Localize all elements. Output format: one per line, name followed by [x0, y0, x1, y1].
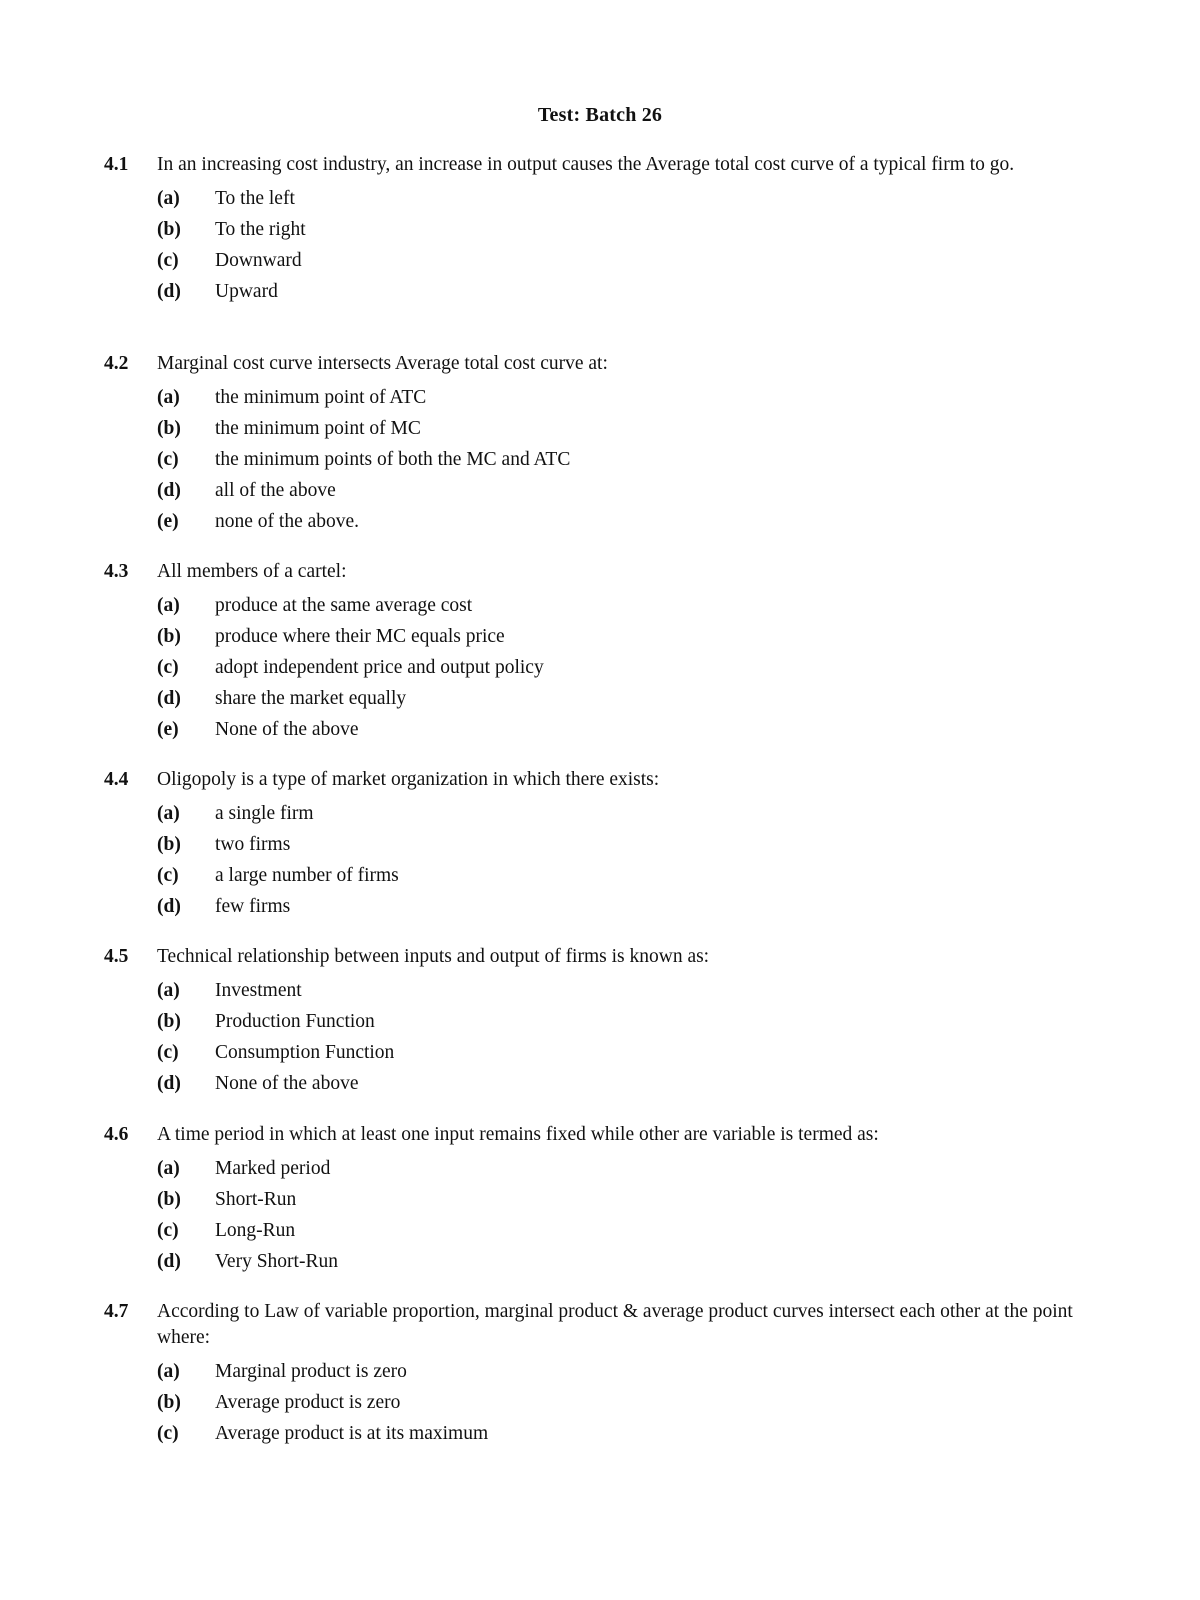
option-label: (d) — [157, 688, 181, 709]
option-label: (e) — [157, 511, 179, 532]
option-text: Production Function — [215, 1011, 375, 1032]
question-header — [104, 767, 1104, 793]
option-label: (b) — [157, 219, 181, 240]
question-number: 4.7 — [104, 1301, 129, 1322]
option-c — [104, 655, 1104, 686]
question-header — [104, 1122, 1104, 1148]
question-number: 4.1 — [104, 154, 129, 175]
option-a — [104, 1156, 1104, 1187]
question-4-1 — [104, 152, 1104, 310]
question-number: 4.3 — [104, 561, 129, 582]
option-text: Investment — [215, 980, 302, 1001]
question-number: 4.6 — [104, 1124, 129, 1145]
option-list — [104, 978, 1104, 1102]
option-a — [104, 1359, 1104, 1390]
question-header — [104, 351, 1104, 377]
option-a — [104, 186, 1104, 217]
question-header — [104, 152, 1104, 178]
option-b — [104, 416, 1104, 447]
question-number: 4.5 — [104, 946, 129, 967]
option-text: share the market equally — [215, 688, 407, 709]
question-number: 4.2 — [104, 353, 129, 374]
option-list — [104, 385, 1104, 540]
option-text: To the left — [215, 188, 295, 209]
option-label: (c) — [157, 449, 179, 470]
option-label: (d) — [157, 281, 181, 302]
option-label: (c) — [157, 865, 179, 886]
option-text: all of the above — [215, 480, 336, 501]
option-text: Short-Run — [215, 1189, 297, 1210]
question-4-7 — [104, 1299, 1104, 1452]
option-label: (a) — [157, 595, 180, 616]
question-text: All members of a cartel: — [157, 561, 347, 582]
option-text: None of the above — [215, 1073, 359, 1094]
option-e — [104, 509, 1104, 540]
question-header — [104, 944, 1104, 970]
option-label: (a) — [157, 387, 180, 408]
option-label: (c) — [157, 1220, 179, 1241]
option-d — [104, 478, 1104, 509]
option-text: the minimum points of both the MC and ATC — [215, 449, 571, 470]
option-d — [104, 894, 1104, 925]
option-d — [104, 1249, 1104, 1280]
option-text: Average product is at its maximum — [215, 1423, 489, 1444]
option-c — [104, 248, 1104, 279]
option-text: None of the above — [215, 719, 359, 740]
option-text: Downward — [215, 250, 302, 271]
option-text: Consumption Function — [215, 1042, 395, 1063]
question-4-4 — [104, 767, 1104, 925]
question-header — [104, 559, 1104, 585]
question-text: According to Law of variable proportion, marginal product & average product curves intersect each other at the point where: — [157, 1301, 1073, 1348]
option-d — [104, 1071, 1104, 1102]
option-d — [104, 686, 1104, 717]
question-4-3 — [104, 559, 1104, 748]
option-text: Very Short-Run — [215, 1251, 338, 1272]
option-label: (b) — [157, 1189, 181, 1210]
option-list — [104, 801, 1104, 925]
option-text: the minimum point of MC — [215, 418, 421, 439]
option-b — [104, 624, 1104, 655]
option-text: the minimum point of ATC — [215, 387, 427, 408]
option-text: a large number of firms — [215, 865, 399, 886]
option-b — [104, 1009, 1104, 1040]
option-label: (b) — [157, 418, 181, 439]
option-label: (d) — [157, 896, 181, 917]
option-label: (a) — [157, 803, 180, 824]
option-b — [104, 832, 1104, 863]
option-text: Marginal product is zero — [215, 1361, 407, 1382]
option-label: (c) — [157, 1423, 179, 1444]
option-c — [104, 447, 1104, 478]
option-label: (d) — [157, 480, 181, 501]
option-label: (b) — [157, 626, 181, 647]
option-a — [104, 801, 1104, 832]
option-b — [104, 1390, 1104, 1421]
option-a — [104, 593, 1104, 624]
option-d — [104, 279, 1104, 310]
option-label: (a) — [157, 1361, 180, 1382]
option-text: produce at the same average cost — [215, 595, 473, 616]
option-label: (c) — [157, 250, 179, 271]
option-c — [104, 1421, 1104, 1452]
option-label: (a) — [157, 980, 180, 1001]
question-4-6 — [104, 1122, 1104, 1280]
question-text: Marginal cost curve intersects Average total cost curve at: — [157, 353, 608, 374]
question-text: In an increasing cost industry, an increase in output causes the Average total cost curve of a typical firm to go. — [157, 154, 1015, 175]
question-4-2 — [104, 351, 1104, 540]
option-text: Marked period — [215, 1158, 331, 1179]
option-text: Long-Run — [215, 1220, 296, 1241]
option-text: few firms — [215, 896, 291, 917]
option-text: Upward — [215, 281, 278, 302]
option-label: (b) — [157, 834, 181, 855]
option-text: produce where their MC equals price — [215, 626, 505, 647]
option-text: a single firm — [215, 803, 314, 824]
question-4-5 — [104, 944, 1104, 1102]
option-b — [104, 1187, 1104, 1218]
option-label: (b) — [157, 1392, 181, 1413]
option-label: (c) — [157, 1042, 179, 1063]
question-header — [104, 1299, 1104, 1351]
option-label: (a) — [157, 188, 180, 209]
option-label: (d) — [157, 1251, 181, 1272]
option-list — [104, 593, 1104, 748]
question-text: Technical relationship between inputs and output of firms is known as: — [157, 946, 710, 967]
option-label: (b) — [157, 1011, 181, 1032]
document-title: Test: Batch 26 — [537, 104, 663, 126]
option-a — [104, 978, 1104, 1009]
option-label: (e) — [157, 719, 179, 740]
option-text: To the right — [215, 219, 306, 240]
option-text: none of the above. — [215, 511, 360, 532]
option-label: (c) — [157, 657, 179, 678]
option-c — [104, 1218, 1104, 1249]
question-number: 4.4 — [104, 769, 129, 790]
option-text: adopt independent price and output policy — [215, 657, 544, 678]
option-c — [104, 863, 1104, 894]
option-c — [104, 1040, 1104, 1071]
question-text: Oligopoly is a type of market organization in which there exists: — [157, 769, 660, 790]
option-label: (d) — [157, 1073, 181, 1094]
option-e — [104, 717, 1104, 748]
option-text: two firms — [215, 834, 291, 855]
option-text: Average product is zero — [215, 1392, 401, 1413]
option-list — [104, 186, 1104, 310]
option-a — [104, 385, 1104, 416]
question-text: A time period in which at least one input remains fixed while other are variable is termed as: — [157, 1124, 879, 1145]
option-b — [104, 217, 1104, 248]
option-list — [104, 1156, 1104, 1280]
option-label: (a) — [157, 1158, 180, 1179]
option-list — [104, 1359, 1104, 1452]
